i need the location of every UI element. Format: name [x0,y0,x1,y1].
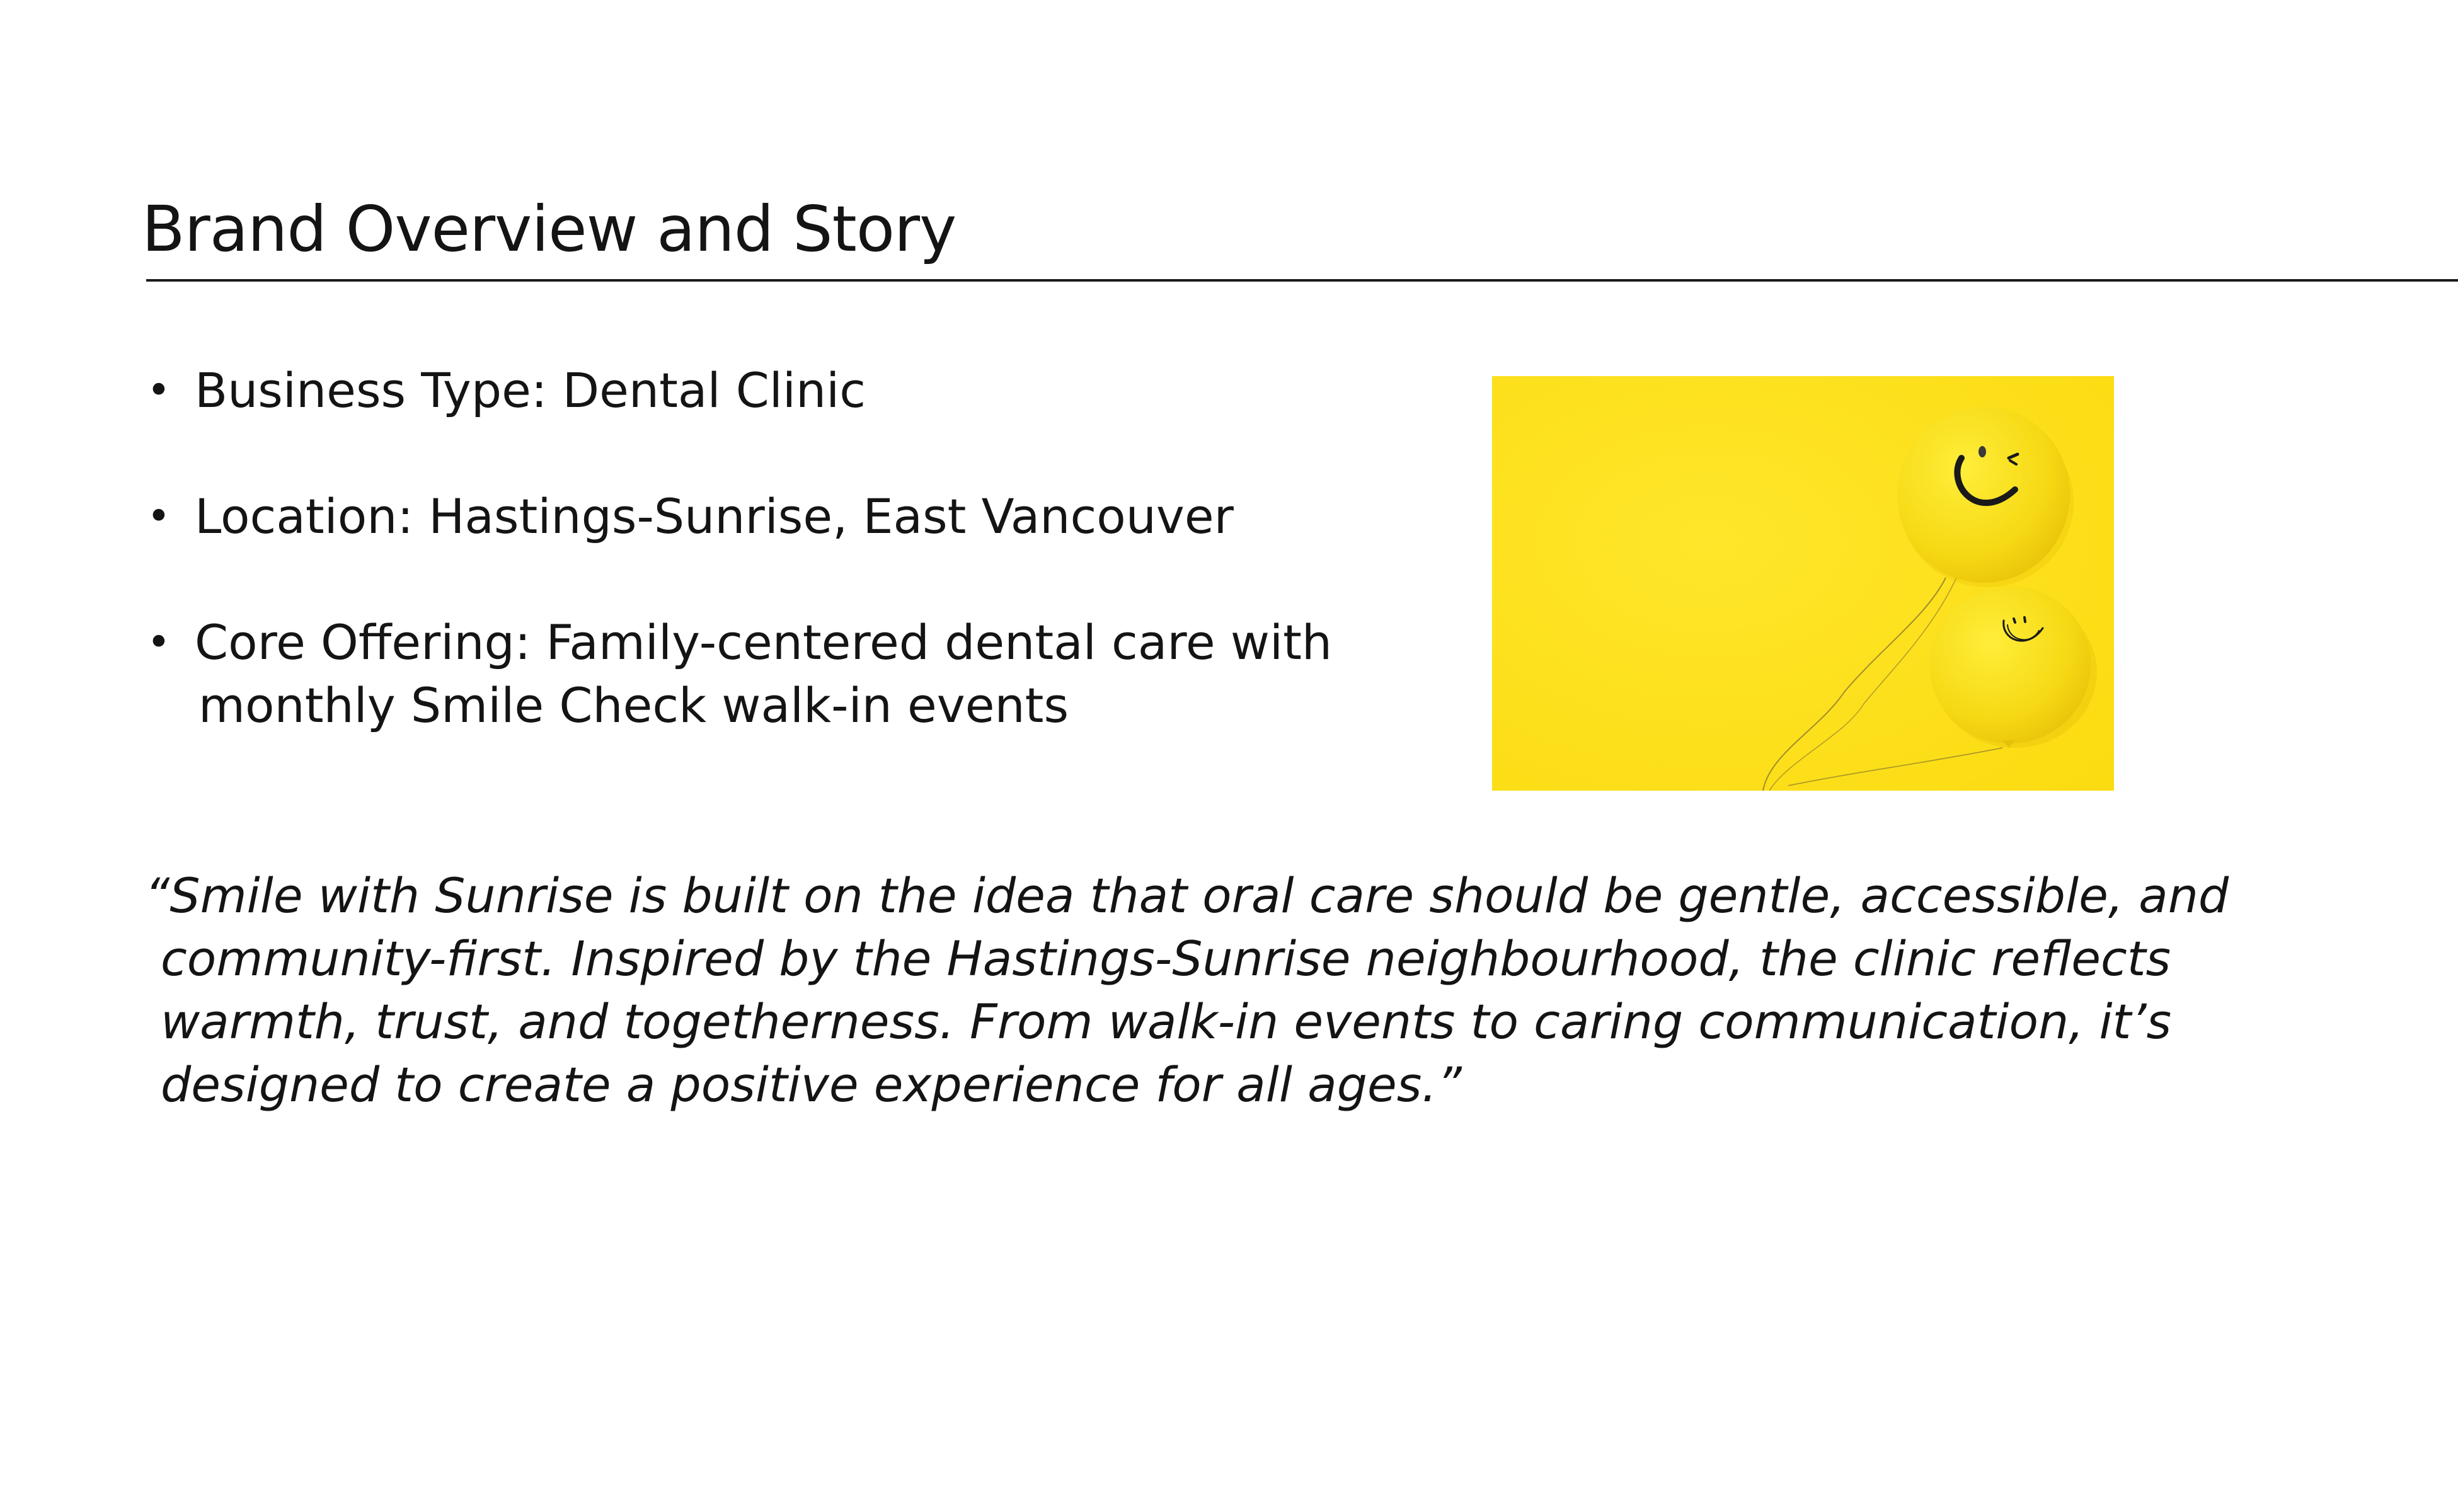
quote-line: “Smile with Sunrise is built on the idea that oral care should be gentle, accessible, and [145,868,2229,924]
fact-location [142,485,1433,548]
facts-list [142,359,1433,800]
bullet-icon: • [147,367,171,414]
bullet-icon: • [147,619,171,666]
fact-core-offering [142,611,1433,737]
title-divider [146,279,2458,282]
quote-line: warmth, trust, and togetherness. From walk-in events to caring communication, it’s [161,994,2172,1050]
quote-line: designed to create a positive experience for all ages.” [161,1057,1462,1113]
fact-label-continuation: monthly Smile Check walk-in events [198,677,1069,733]
quote-line: community-first. Inspired by the Hastings-Sunrise neighbourhood, the clinic reflects [161,931,2171,987]
fact-label: Business Type: Dental Clinic [195,362,866,418]
balloon-upper [1897,406,2070,583]
bullet-icon: • [147,493,171,540]
smiley-balloon-icon [1492,376,2114,791]
page-title: Brand Overview and Story [142,192,956,266]
balloons-photo [1492,376,2114,791]
fact-label: Core Offering: Family-centered dental care with [195,614,1333,670]
fact-label: Location: Hastings-Sunrise, East Vancouver [195,488,1234,544]
brand-story-quote [145,864,2350,1116]
fact-business-type [142,359,1433,422]
balloon-lower [1929,586,2091,743]
